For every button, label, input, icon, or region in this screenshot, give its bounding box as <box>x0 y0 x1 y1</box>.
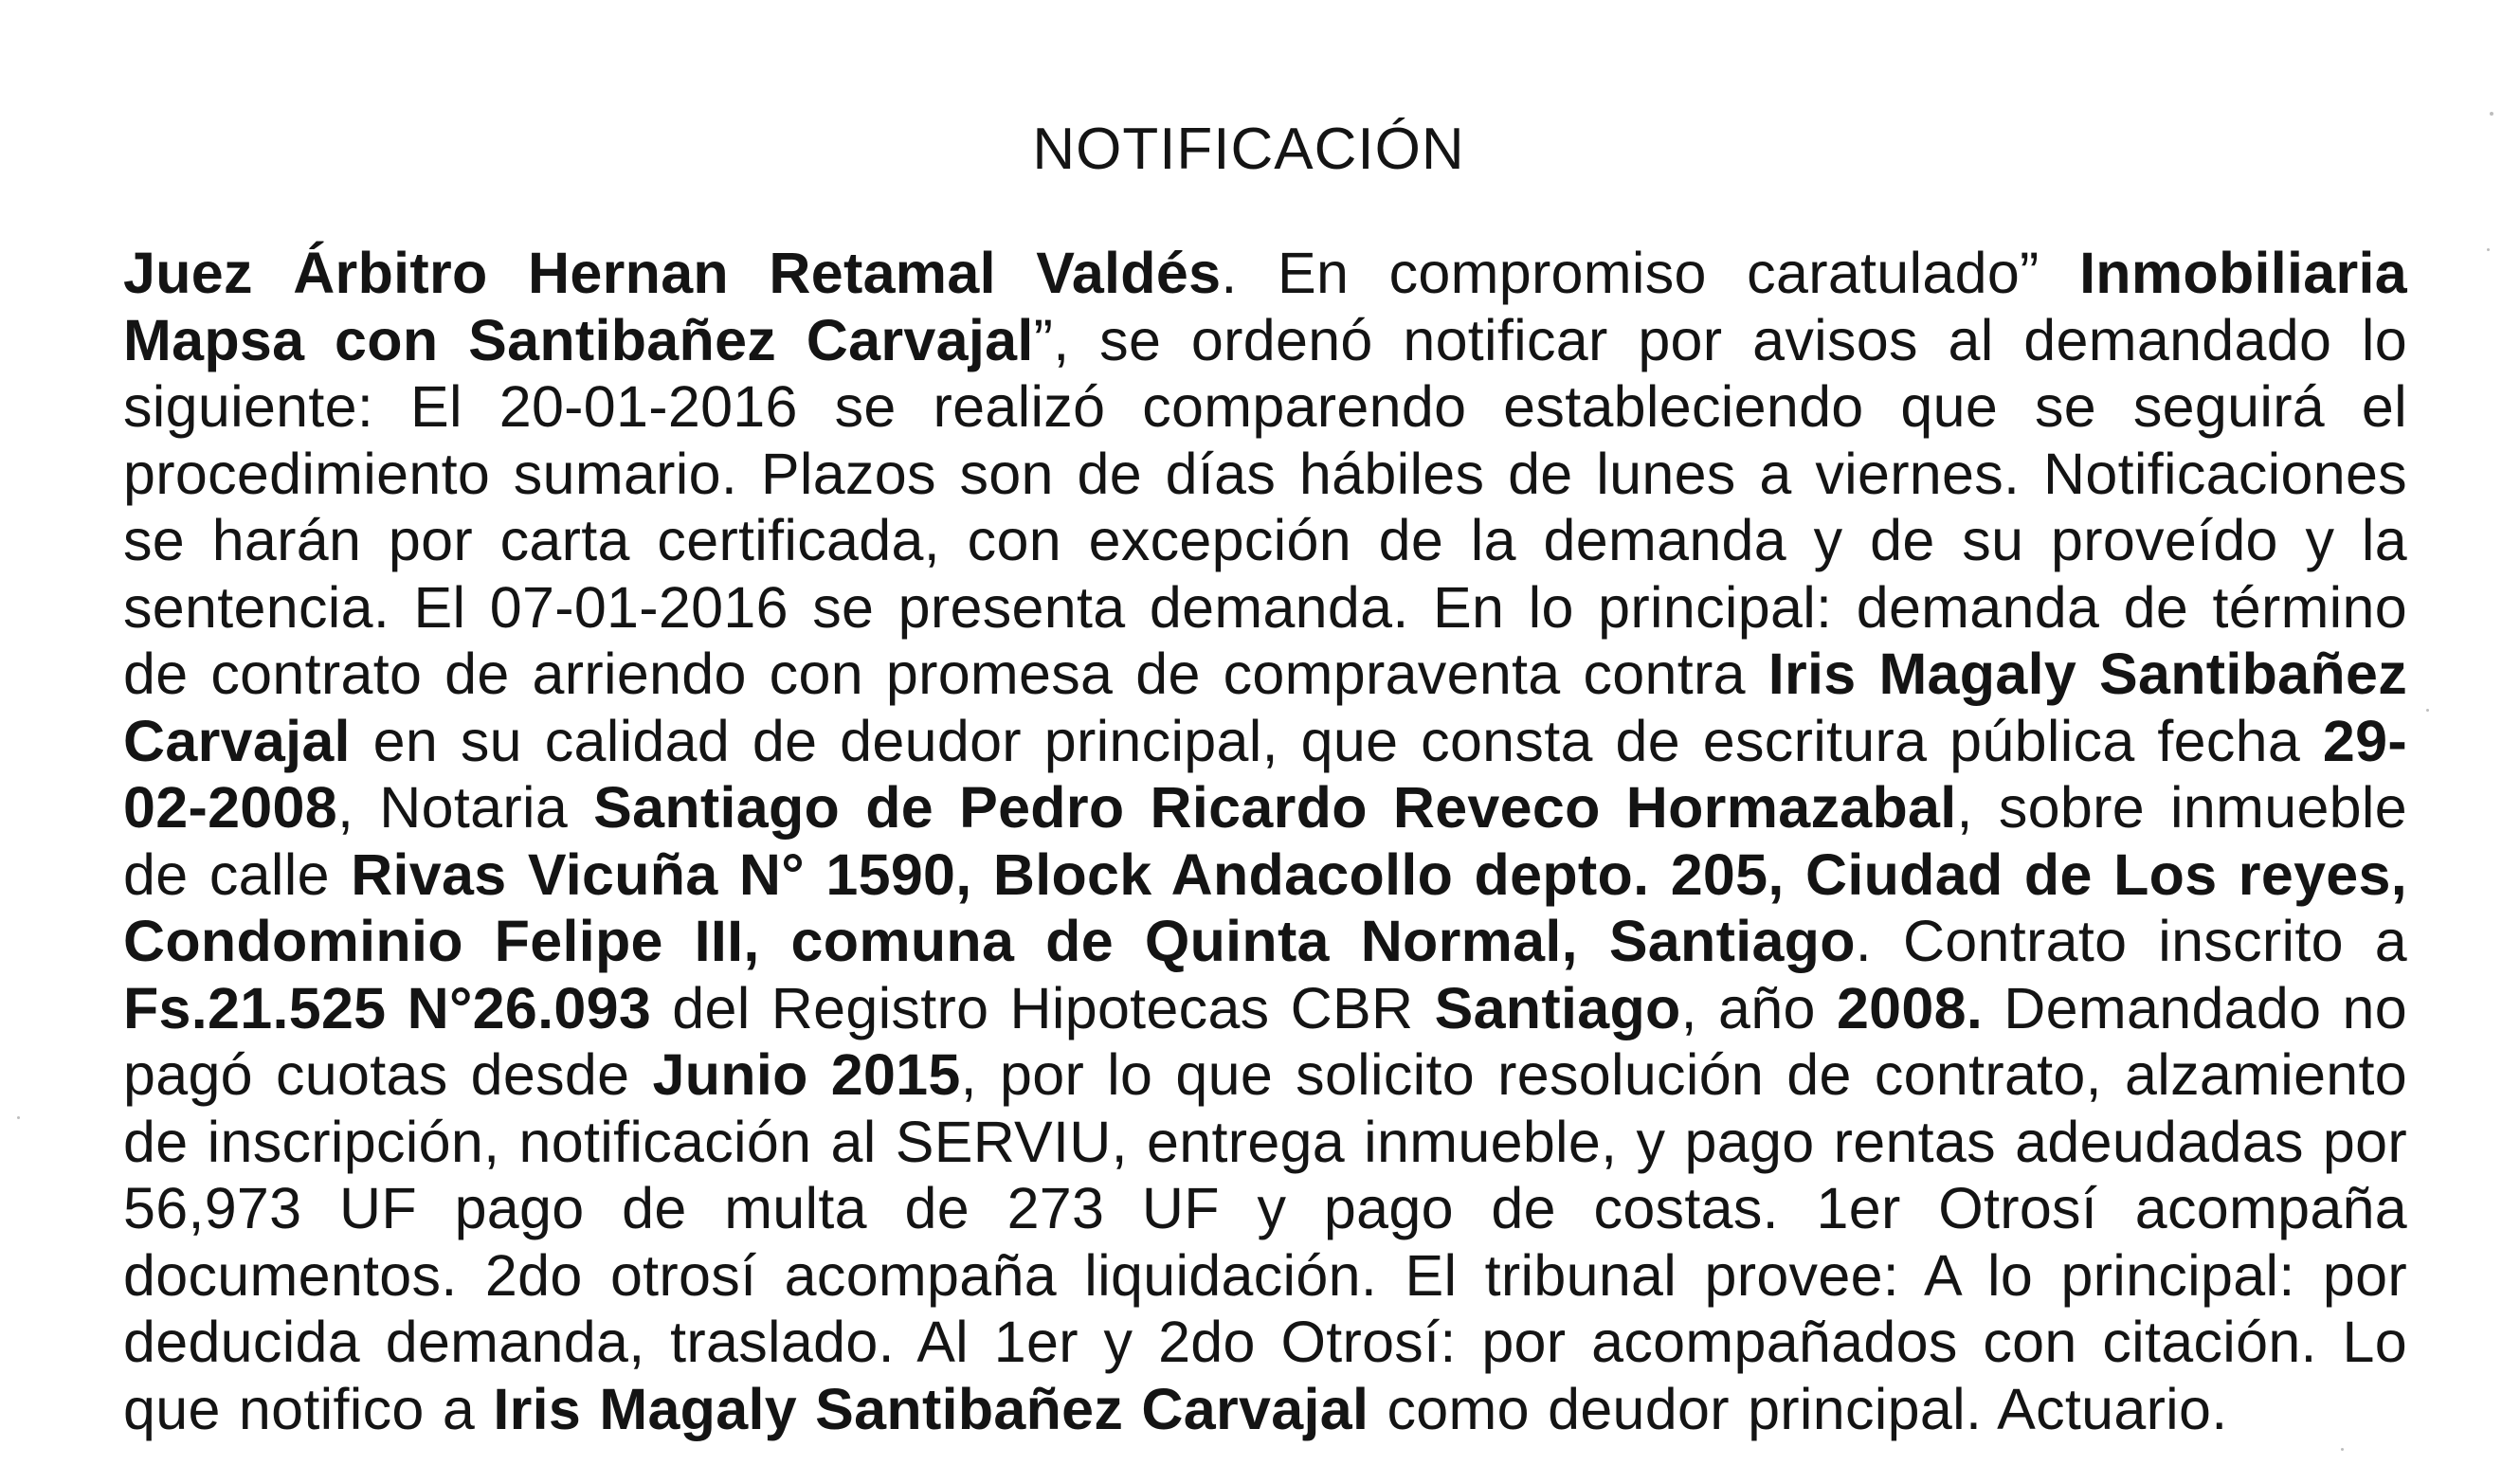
document-title-text: NOTIFICACIÓN <box>1032 117 1465 182</box>
bold-text-run: 29-02-2008 <box>123 708 2407 840</box>
text-run: . En compromiso caratulado” <box>1221 241 2080 305</box>
bold-text-run: Junio 2015 <box>652 1042 961 1107</box>
scan-speck <box>2487 248 2490 251</box>
bold-text-run: Inmobiliaria Mapsa con Santibañez Carvajal <box>123 241 2408 372</box>
bold-text-run: Juez Árbitro Hernan Retamal Valdés <box>123 241 1222 305</box>
text-run: , sobre inmueble de calle <box>123 775 2407 907</box>
text-run: ”, se ordenó notificar por avisos al demandado lo siguiente: El 20-01-2016 se realizó comparendo estableciendo que se seguirá el procedimiento sumario. Plazos son de días hábiles de lunes a viernes. Notificaciones se harán por carta certificada, con excepción de la demanda y de su proveído y la sentencia. El 07-01-2016 se presenta demanda. En lo principal: demanda de término de contrato de arriendo con promesa de compraventa contra <box>123 307 2407 706</box>
bold-text-run: 2008. <box>1836 975 1984 1040</box>
text-run: , Notaria <box>336 775 594 840</box>
bold-text-run: Santiago de Pedro Ricardo Reveco Hormazabal <box>593 775 1957 840</box>
text-run: en su calidad de deudor principal, que consta de escritura pública fecha <box>350 708 2323 773</box>
bold-text-run: Iris Magaly Santibañez Carvajal <box>493 1376 1369 1441</box>
bold-text-run: Iris Magaly Santibañez Carvajal <box>123 642 2407 773</box>
scan-speck <box>17 1116 20 1119</box>
scan-speck <box>2426 709 2429 712</box>
bold-text-run: Santiago <box>1434 975 1681 1040</box>
bold-text-run: Fs.21.525 N°26.093 <box>123 975 652 1040</box>
bold-text-run: Rivas Vicuña N° 1590, Block Andacollo depto. 205, Ciudad de Los reyes, Condominio Felipe III, comuna de Quinta Normal, Santiago <box>123 841 2407 973</box>
text-run: como deudor principal. Actuario. <box>1369 1376 2228 1441</box>
text-run: del Registro Hipotecas CBR <box>651 975 1435 1040</box>
text-run: , por lo que solicito resolución de contrato, alzamiento de inscripción, notificación al SERVIU, entrega inmueble, y pago rentas adeudadas por 56,973 UF pago de multa de 273 UF y pago de costas. 1er Otrosí acompaña documentos. 2do otrosí acompaña liquidación. El tribunal provee: A lo principal: por deducida demanda, traslado. Al 1er y 2do Otrosí: por acompañados con citación. Lo que notifico a <box>123 1042 2407 1441</box>
document-title <box>0 112 2520 188</box>
scan-speck <box>2341 1448 2344 1451</box>
scan-speck <box>2490 112 2493 116</box>
text-run: , año <box>1680 975 1837 1040</box>
notification-body <box>123 240 2407 1442</box>
text-run: . Contrato inscrito a <box>1855 909 2407 973</box>
text-run: Demandado no pagó cuotas desde <box>123 975 2408 1107</box>
